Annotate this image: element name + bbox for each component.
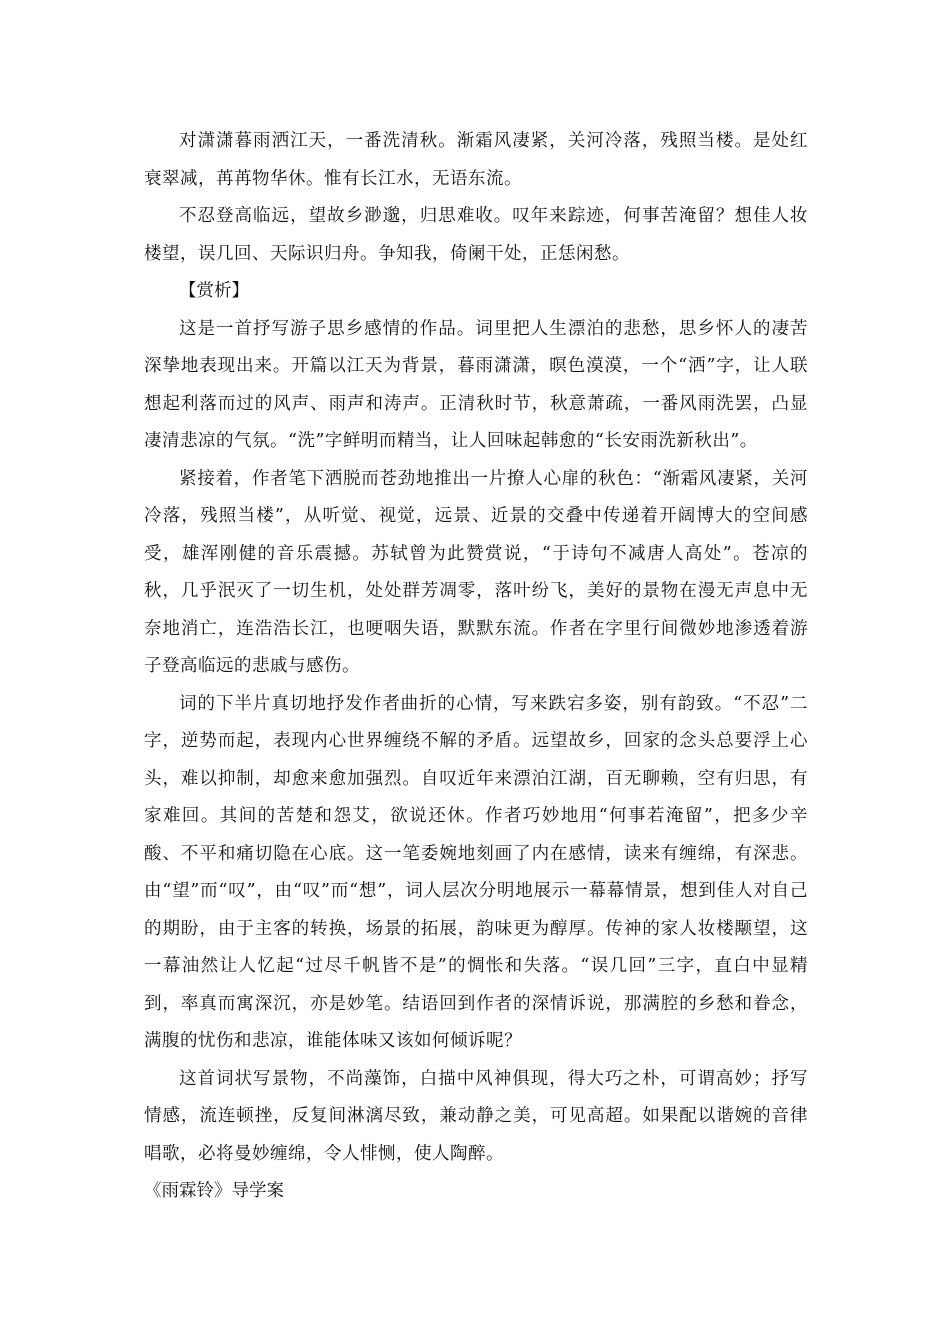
analysis-paragraph: 紧接着，作者笔下洒脱而苍劲地推出一片撩人心扉的秋色：“渐霜风凄紧，关河冷落，残照当楼”，从听觉、视觉，远景、近景的交叠中传递着开阔博大的空间感受，雄浑刚健的音乐震撼。苏轼曾为此赞赏说，“于诗句不减唐人高处”。苍凉的秋，几乎泯灭了一切生机，处处群芳凋零，落叶纷飞，美好的景物在漫无声息中无奈地消亡，连浩浩长江，也哽咽失语，默默东流。作者在字里行间微妙地渗透着游子登高临远的悲戚与感伤。	[144, 468, 808, 676]
analysis-paragraph: 这首词状写景物，不尚藻饰，白描中风神俱现，得大巧之朴，可谓高妙；抒写情感，流连顿挫，反复间淋漓尽致，兼动静之美，可见高超。如果配以谐婉的音律唱歌，必将曼妙缠绵，令人悱恻，使人陶醉。	[144, 1068, 808, 1164]
poem-stanza-2: 不忍登高临远，望故乡渺邈，归思难收。叹年来踪迹，何事苦淹留？想佳人妆楼望，误几回、天际识归舟。争知我，倚阑干处，正恁闲愁。	[144, 206, 808, 264]
poem-stanza-1: 对潇潇暮雨洒江天，一番洗清秋。渐霜风凄紧，关河冷落，残照当楼。是处红衰翠减，苒苒物华休。惟有长江水，无语东流。	[144, 131, 808, 189]
next-section-title: 《雨霖铃》导学案	[144, 1181, 284, 1201]
document-body	[144, 123, 808, 1211]
analysis-paragraph: 这是一首抒写游子思乡感情的作品。词里把人生漂泊的悲愁，思乡怀人的凄苦深挚地表现出来。开篇以江天为背景，暮雨潇潇，暝色漠漠，一个“洒”字，让人联想起利落而过的风声、雨声和涛声。正清秋时节，秋意萧疏，一番风雨洗罢，凸显凄清悲凉的气氛。“洗”字鲜明而精当，让人回味起韩愈的“长安雨洗新秋出”。	[144, 318, 808, 451]
analysis-heading: 【赏析】	[179, 281, 249, 301]
analysis-paragraph: 词的下半片真切地抒发作者曲折的心情，写来跌宕多姿，别有韵致。“不忍”二字，逆势而起，表现内心世界缠绕不解的矛盾。远望故乡，回家的念头总要浮上心头，难以抑制，却愈来愈加强烈。自叹近年来漂泊江湖，百无聊赖，空有归思，有家难回。其间的苦楚和怨艾，欲说还休。作者巧妙地用“何事若淹留”，把多少辛酸、不平和痛切隐在心底。这一笔委婉地刻画了内在感情，读来有缠绵，有深悲。由“望”而“叹”，由“叹”而“想”，词人层次分明地展示一幕幕情景，想到佳人对自己的期盼，由于主客的转换，场景的拓展，韵味更为醇厚。传神的家人妆楼颙望，这一幕油然让人忆起“过尽千帆皆不是”的惆怅和失落。“误几回”三字，直白中显精到，率真而寓深沉，亦是妙笔。结语回到作者的深情诉说，那满腔的乡愁和眷念，满腹的忧伤和悲凉，谁能体味又该如何倾诉呢？	[144, 693, 808, 1051]
